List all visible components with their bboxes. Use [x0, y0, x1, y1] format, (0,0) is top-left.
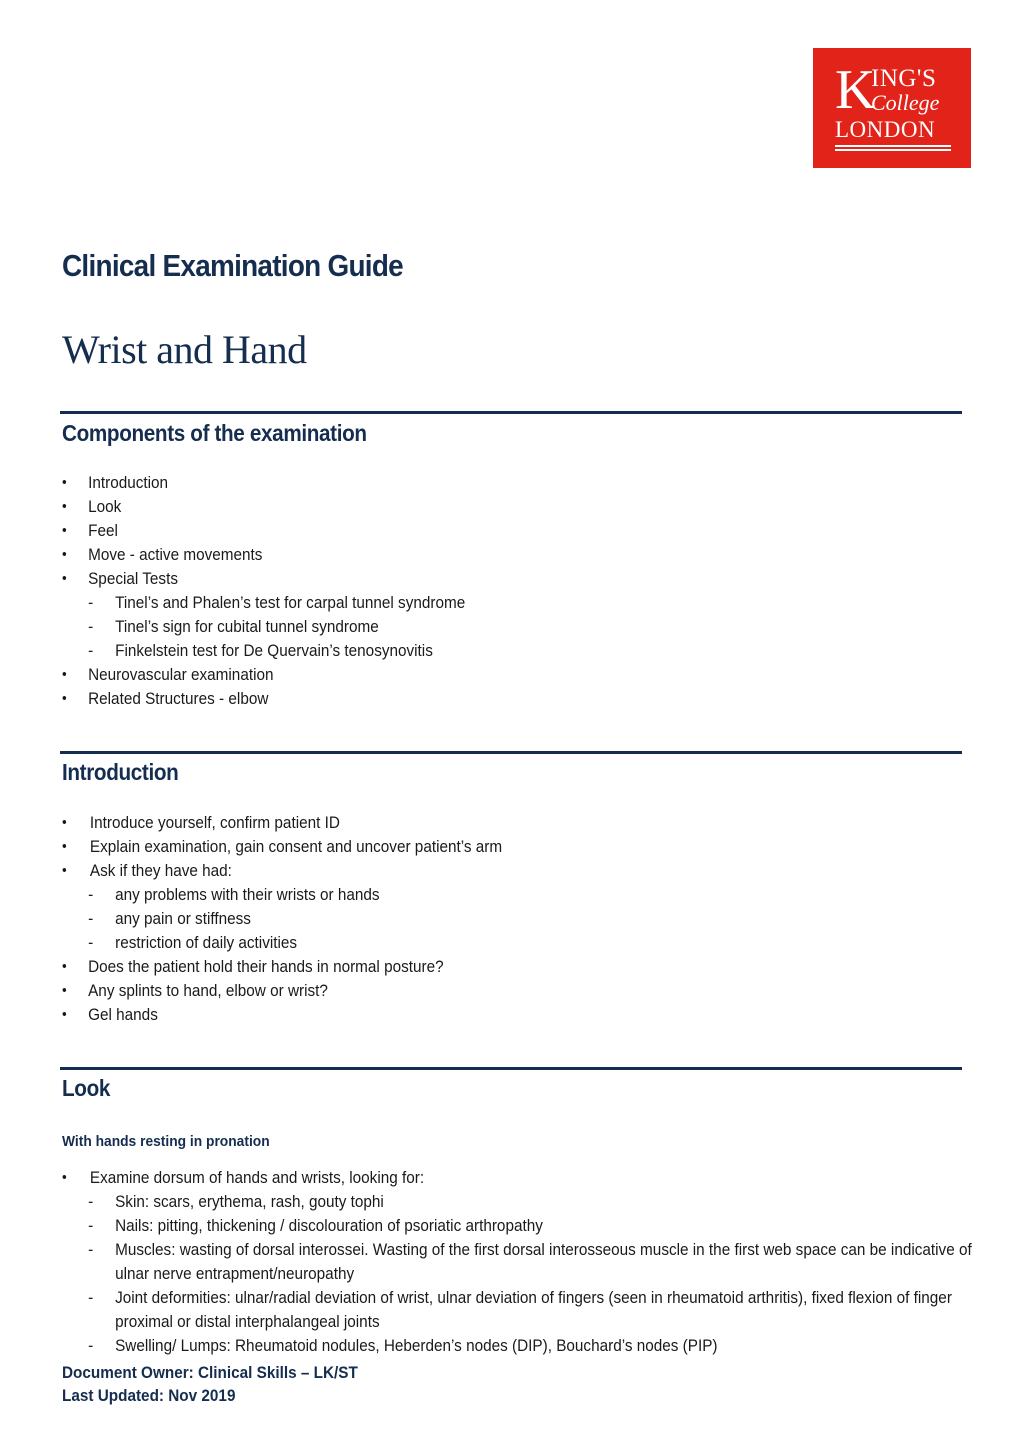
- last-updated: Last Updated: Nov 2019: [62, 1386, 236, 1405]
- sub-list-item: - Skin: scars, erythema, rash, gouty tophi: [62, 1190, 872, 1214]
- section-divider: [60, 751, 962, 754]
- kings-college-london-logo: [813, 48, 971, 168]
- sub-list-item: - Joint deformities: ulnar/radial deviation of wrist, ulnar deviation of fingers (seen in rheumatoid arthritis), fixed flexion of finger proximal or distal interphalangeal joints: [62, 1286, 979, 1334]
- sub-list-item: - Tinel’s and Phalen’s test for carpal tunnel syndrome: [62, 591, 872, 615]
- logo-k: K: [835, 59, 876, 121]
- sub-list-item: - any problems with their wrists or hands: [62, 883, 872, 907]
- logo-ings: ING'S: [871, 65, 937, 92]
- list-item: • Feel: [62, 519, 872, 543]
- list-item: • Move - active movements: [62, 543, 872, 567]
- list-item: • Special Tests: [62, 567, 872, 591]
- list-item: • Introduce yourself, confirm patient ID: [62, 811, 872, 835]
- list-item: • Explain examination, gain consent and uncover patient’s arm: [62, 835, 872, 859]
- section-divider: [60, 411, 962, 414]
- document-owner: Document Owner: Clinical Skills – LK/ST: [62, 1363, 358, 1382]
- components-heading: Components of the examination: [62, 420, 367, 446]
- look-list: [62, 1166, 972, 1358]
- list-item: • Gel hands: [62, 1003, 872, 1027]
- list-item: • Any splints to hand, elbow or wrist?: [62, 979, 872, 1003]
- list-item: • Related Structures - elbow: [62, 687, 872, 711]
- sub-list-item: - Finkelstein test for De Quervain’s tenosynovitis: [62, 639, 872, 663]
- list-item: • Ask if they have had:: [62, 859, 872, 883]
- list-item: • Introduction: [62, 471, 872, 495]
- list-item: • Does the patient hold their hands in normal posture?: [62, 955, 872, 979]
- list-item: • Examine dorsum of hands and wrists, looking for:: [62, 1166, 872, 1190]
- logo-college: College: [871, 90, 940, 115]
- sub-list-item: - restriction of daily activities: [62, 931, 872, 955]
- sub-list-item: - Swelling/ Lumps: Rheumatoid nodules, Heberden’s nodes (DIP), Bouchard’s nodes (PIP): [62, 1334, 872, 1358]
- logo-rule: [835, 145, 951, 147]
- list-item: • Look: [62, 495, 872, 519]
- sub-list-item: - any pain or stiffness: [62, 907, 872, 931]
- look-heading: Look: [62, 1075, 111, 1101]
- introduction-list: [62, 811, 962, 1027]
- sub-list-item: - Nails: pitting, thickening / discolouration of psoriatic arthropathy: [62, 1214, 872, 1238]
- logo-rule: [835, 149, 951, 151]
- list-item: • Neurovascular examination: [62, 663, 872, 687]
- components-list: [62, 471, 962, 711]
- sub-list-item: - Tinel’s sign for cubital tunnel syndrome: [62, 615, 872, 639]
- logo-london: LONDON: [835, 117, 936, 142]
- page-title: Clinical Examination Guide: [62, 248, 403, 283]
- sub-list-item: - Muscles: wasting of dorsal interossei. Wasting of the first dorsal interosseous muscle in the first web space can be indicative of ulnar nerve entrapment/neuropathy: [62, 1238, 979, 1286]
- section-divider: [60, 1067, 962, 1070]
- look-subheading: With hands resting in pronation: [62, 1133, 270, 1150]
- page-subtitle: Wrist and Hand: [62, 327, 307, 372]
- introduction-heading: Introduction: [62, 759, 179, 785]
